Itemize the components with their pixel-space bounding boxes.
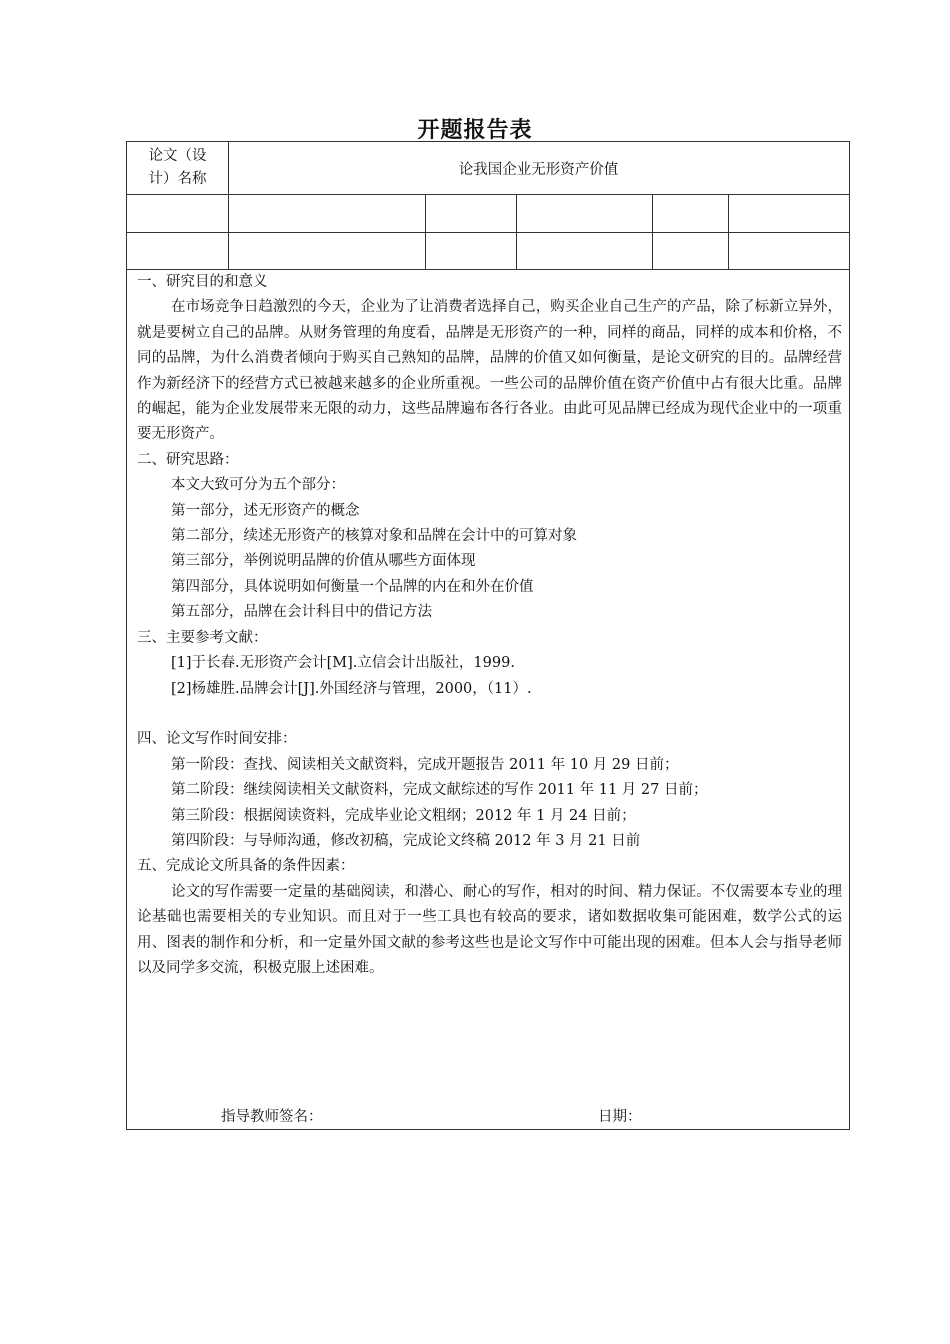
paragraph-line: 品，同样的成本和价格，不同的品牌，为什么消费者倾向于购买自己熟知的品牌，品牌的价值又 — [137, 324, 842, 367]
paragraph-line: 论文的写作需要一定量的基础阅读，和潜心、耐心的写作，相对的时间、精力保证。不仅需 — [171, 883, 755, 900]
blank-line — [137, 702, 842, 727]
list-item: 第一部分，述无形资产的概念 — [171, 502, 360, 519]
paragraph-line: 可能出现的困难。但本人会与指导老师以及同学多交流，积极克服上述困难。 — [137, 934, 842, 976]
reference-item: [2]杨雄胜.品牌会计[J].外国经济与管理，2000，（11）. — [171, 680, 532, 697]
section-heading: 五、完成论文所具备的条件因素： — [137, 858, 355, 875]
paragraph-line: 如何衡量，是论文研究的目的。品牌经营作为新经济下的经营方式已被越来越多的企业所重视。 — [137, 350, 843, 392]
paragraph-line: 标新立异外，就是要树立自己的品牌。从财务管理的角度看，品牌是无形资产的一种，同样的商 — [137, 299, 843, 341]
schedule-item: 第二阶段：继续阅读相关文献资料，完成文献综述的写作 2011 年 11 月 27 日前； — [171, 782, 708, 799]
paragraph-line: 可能困难，数学公式的运用、图表的制作和分析，和一定量外国文献的参考这些也是论文写作中 — [137, 909, 842, 951]
date-label: 日期： — [598, 1109, 642, 1125]
advisor-signature-label: 指导教师签名： — [221, 1109, 323, 1125]
column-divider — [652, 194, 653, 269]
thesis-name-label-line1: 论文（设 — [148, 148, 207, 164]
report-body — [137, 270, 842, 981]
column-divider — [425, 194, 426, 269]
list-item: 第五部分，品牌在会计科目中的借记方法 — [171, 604, 432, 621]
column-divider — [728, 194, 729, 269]
list-item: 第四部分，具体说明如何衡量一个品牌的内在和外在价值 — [171, 578, 534, 595]
paragraph-line: 一些公司的品牌价值在资产价值中占有很大比重。品牌的崛起，能为企业发展带来无限的动力， — [137, 375, 842, 418]
thesis-name-label — [127, 142, 228, 194]
list-item: 第三部分，举例说明品牌的价值从哪些方面体现 — [171, 553, 476, 570]
paragraph-line: 在市场竞争日趋激烈的今天，企业为了让消费者选择自己，购买企业自己生产的产品，除了 — [171, 299, 755, 316]
list-item: 本文大致可分为五个部分： — [171, 477, 345, 494]
schedule-item: 第三阶段：根据阅读资料，完成毕业论文粗纲；2012 年 1 月 24 日前； — [171, 807, 636, 824]
section-heading: 一、研究目的和意义 — [137, 274, 268, 290]
list-item: 第二部分，续述无形资产的核算对象和品牌在会计中的可算对象 — [171, 528, 577, 545]
section-heading: 四、论文写作时间安排： — [137, 731, 297, 748]
section-heading: 二、研究思路： — [137, 451, 239, 468]
section-heading: 三、主要参考文献： — [137, 629, 268, 646]
row-divider — [127, 232, 849, 233]
schedule-item: 第一阶段：查找、阅读相关文献资料，完成开题报告 2011 年 10 月 29 日前； — [171, 756, 679, 773]
schedule-item: 第四阶段：与导师沟通，修改初稿，完成论文终稿 2012 年 3 月 21 日前 — [171, 832, 641, 849]
row-divider — [127, 194, 849, 195]
report-table — [126, 141, 850, 1130]
thesis-name-label-line2: 计）名称 — [148, 171, 207, 187]
reference-item: [1]于长春.无形资产会计[M].立信会计出版社，1999. — [171, 655, 515, 672]
page-title: 开题报告表 — [417, 118, 533, 143]
thesis-name-value: 论我国企业无形资产价值 — [458, 161, 619, 178]
paragraph-line: 这些品牌遍布各行各业。由此可见品牌已经成为现代企业中的一项重要无形资产。 — [137, 401, 843, 443]
conditions-paragraph — [137, 880, 842, 982]
purpose-paragraph — [137, 295, 842, 447]
column-divider — [516, 194, 517, 269]
paragraph-line: 要本专业的理论基础也需要相关的专业知识。而且对于一些工具也有较高的要求，诸如数据收集 — [137, 883, 843, 926]
